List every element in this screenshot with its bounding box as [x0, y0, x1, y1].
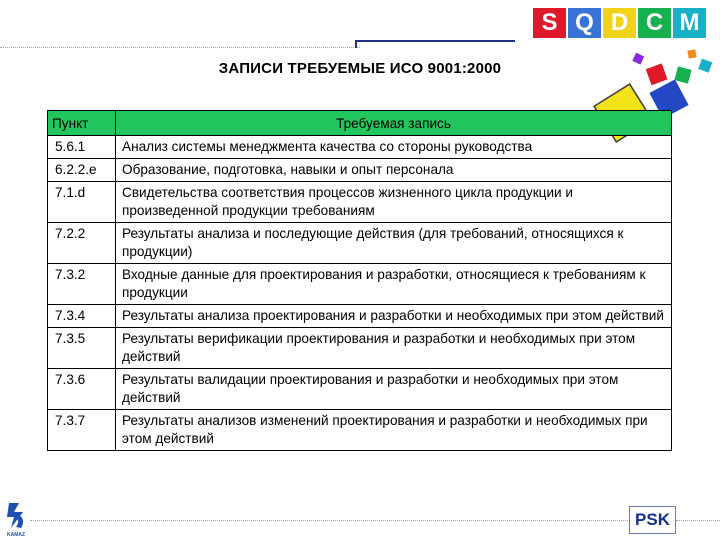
- table-row: [48, 369, 672, 410]
- kamaz-logo-icon: [3, 500, 29, 538]
- cell-clause: 7.3.5: [48, 328, 116, 369]
- cell-clause: 6.2.2.e: [48, 159, 116, 182]
- cell-clause: 7.3.7: [48, 410, 116, 451]
- cell-record: Результаты валидации проектирования и разработки и необходимых при этом действий: [116, 369, 672, 410]
- bottom-divider-dotted: [30, 520, 628, 521]
- cell-record: Результаты анализа проектирования и разработки и необходимых при этом действий: [116, 305, 672, 328]
- cell-record: Результаты верификации проектирования и разработки и необходимых при этом действий: [116, 328, 672, 369]
- table-row: [48, 223, 672, 264]
- cell-clause: 7.3.6: [48, 369, 116, 410]
- sqdcm-letter-d: D: [603, 8, 636, 38]
- cell-record: Результаты анализа и последующие действия (для требований, относящихся к продукции): [116, 223, 672, 264]
- table-row: [48, 159, 672, 182]
- top-divider-accent: [355, 40, 515, 42]
- page-title: ЗАПИСИ ТРЕБУЕМЫЕ ИСО 9001:2000: [218, 60, 502, 77]
- cell-clause: 7.3.2: [48, 264, 116, 305]
- bottom-divider-dotted-right: [676, 520, 720, 521]
- table-row: [48, 182, 672, 223]
- header-clause: Пункт: [48, 111, 116, 136]
- cell-clause: 7.2.2: [48, 223, 116, 264]
- header-record: Требуемая запись: [116, 111, 672, 136]
- requirements-table: [47, 110, 672, 451]
- psk-logo: PSK: [629, 506, 676, 534]
- sqdcm-letter-m: M: [673, 8, 706, 38]
- table-header-row: [48, 111, 672, 136]
- cell-record: Входные данные для проектирования и разработки, относящиеся к требованиям к продукции: [116, 264, 672, 305]
- cell-record: Образование, подготовка, навыки и опыт персонала: [116, 159, 672, 182]
- table-row: [48, 305, 672, 328]
- svg-text:KAMAZ: KAMAZ: [6, 532, 26, 538]
- top-divider-step: [355, 40, 357, 48]
- table-row: [48, 136, 672, 159]
- sqdcm-letter-c: C: [638, 8, 671, 38]
- cell-clause: 7.3.4: [48, 305, 116, 328]
- table-row: [48, 328, 672, 369]
- sqdcm-logo: [533, 8, 706, 38]
- top-divider-dotted: [0, 47, 360, 48]
- deco-square-orange: [687, 49, 696, 58]
- table-row: [48, 410, 672, 451]
- table-row: [48, 264, 672, 305]
- cell-clause: 7.1.d: [48, 182, 116, 223]
- sqdcm-letter-s: S: [533, 8, 566, 38]
- cell-record: Анализ системы менеджмента качества со стороны руководства: [116, 136, 672, 159]
- cell-record: Свидетельства соответствия процессов жизненного цикла продукции и произведенной продукции требованиям: [116, 182, 672, 223]
- sqdcm-letter-q: Q: [568, 8, 601, 38]
- cell-clause: 5.6.1: [48, 136, 116, 159]
- cell-record: Результаты анализов изменений проектирования и разработки и необходимых при этом действий: [116, 410, 672, 451]
